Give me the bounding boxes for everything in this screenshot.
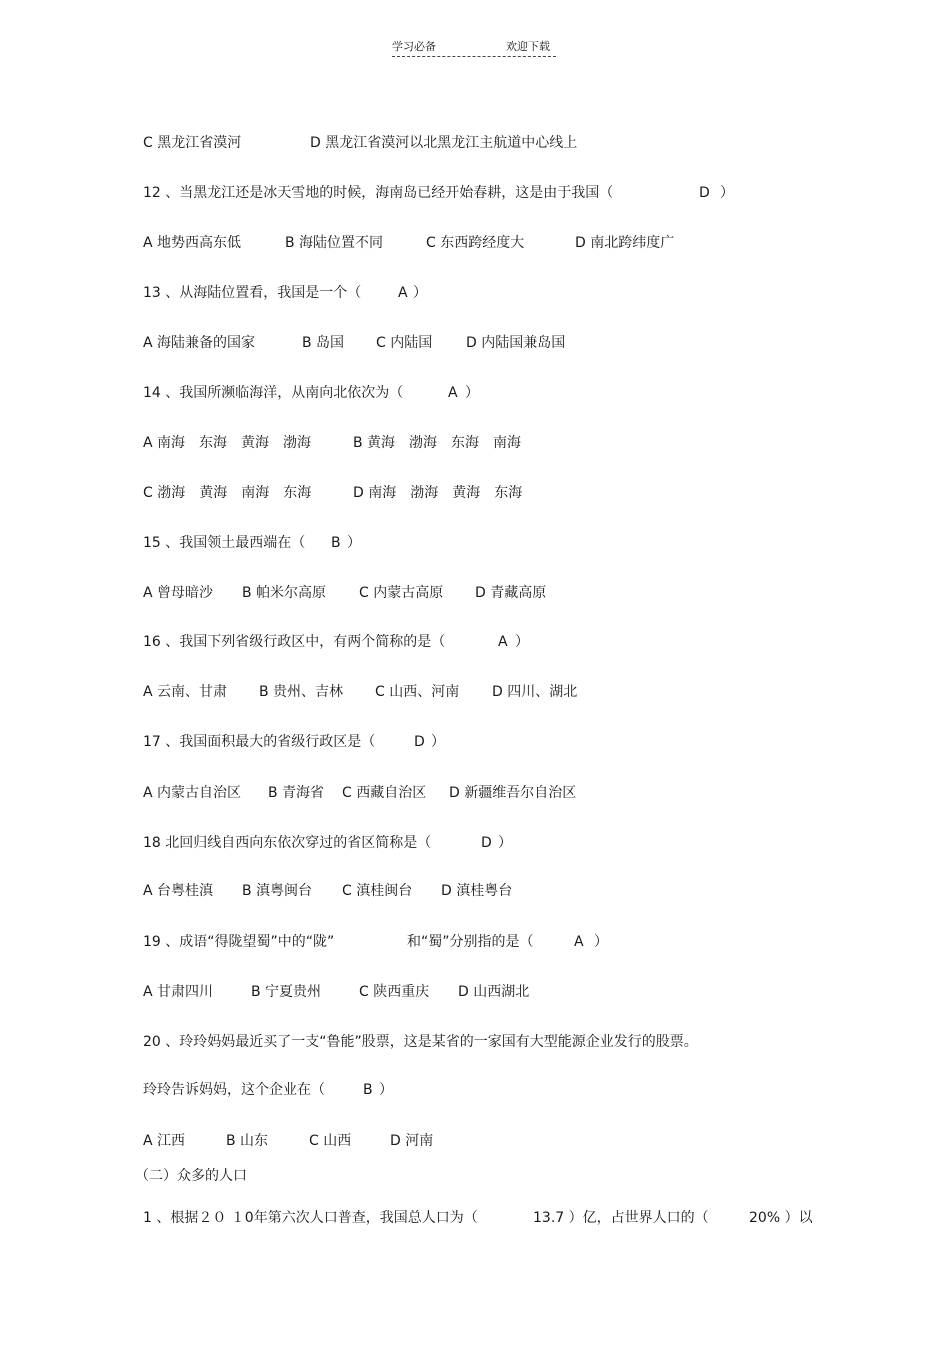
option-b: B 滇粤闽台 (242, 883, 313, 899)
section-heading (135, 1167, 247, 1203)
question-text: 20 、玲玲妈妈最近买了一支“鲁能”股票，这是某省的一家国有大型能源企业发行的股票。 (143, 1034, 698, 1050)
options-line (143, 134, 578, 188)
closing-paren: ） (498, 835, 512, 851)
option-c: C 渤海 黄海 南海 东海 (143, 485, 312, 501)
option-c: C 山西 (309, 1133, 352, 1149)
option-d: D 四川、湖北 (492, 684, 578, 700)
section-title: （二）众多的人口 (135, 1168, 247, 1184)
option-c: C 陕西重庆 (359, 984, 430, 1000)
option-a: A 江西 (143, 1133, 186, 1149)
closing-paren: ） (594, 934, 608, 950)
question-text: 玲玲告诉妈妈，这个企业在（ (143, 1082, 325, 1098)
answer-text: A (448, 385, 458, 401)
option-b: B 帕米尔高原 (242, 585, 327, 601)
answer-text: A (398, 285, 408, 301)
question-text: 13 、从海陆位置看，我国是一个（ (143, 285, 362, 301)
closing-paren: ） (379, 1082, 393, 1098)
option-c: C 山西、河南 (375, 684, 460, 700)
closing-paren: ） (413, 285, 427, 301)
option-c: C 滇桂闽台 (342, 883, 413, 899)
option-d: D 内陆国兼岛国 (466, 335, 566, 351)
answer-text: A (498, 634, 508, 650)
option-d: D 滇桂粤台 (441, 883, 513, 899)
options-line (143, 434, 522, 488)
option-a: A 内蒙古自治区 (143, 785, 242, 801)
closing-paren: ） (431, 734, 445, 750)
question-text: 16 、我国下列省级行政区中，有两个简称的是（ (143, 634, 446, 650)
option-b: B 海陆位置不同 (285, 235, 384, 251)
answer-text: D (481, 835, 492, 851)
option-c: C 黑龙江省漠河 (143, 135, 242, 151)
option-d: D 山西湖北 (458, 984, 530, 1000)
question-text: 1 、根据２０ １0年第六次人口普查，我国总人口为（ (143, 1210, 478, 1226)
header-right-text: 欢迎下载 (506, 40, 550, 53)
option-c: C 内蒙古高原 (359, 585, 444, 601)
question-text-continued: 和“蜀”分别指的是（ (407, 934, 534, 950)
option-b: B 贵州、吉林 (259, 684, 344, 700)
option-b: B 黄海 渤海 东海 南海 (353, 435, 522, 451)
option-a: A 地势西高东低 (143, 235, 242, 251)
page-header (392, 40, 556, 57)
answer-text: A (574, 934, 584, 950)
option-c: C 西藏自治区 (342, 785, 427, 801)
options-line (143, 484, 523, 538)
closing-paren: ） (720, 185, 734, 201)
answer-text: D (414, 734, 425, 750)
option-b: B 山东 (226, 1133, 269, 1149)
question-text: 19 、成语“得陇望蜀”中的“陇” (143, 934, 335, 950)
option-c: C 内陆国 (376, 335, 433, 351)
closing-paren: ） (515, 634, 529, 650)
closing-paren: ） (465, 385, 479, 401)
question-text-end: 20% ）以 (749, 1210, 813, 1226)
option-d: D 青藏高原 (475, 585, 547, 601)
option-d: D 黑龙江省漠河以北黑龙江主航道中心线上 (310, 135, 578, 151)
option-b: B 宁夏贵州 (251, 984, 322, 1000)
option-a: A 海陆兼备的国家 (143, 335, 256, 351)
question-text-continued: 13.7 ）亿，占世界人口的（ (533, 1210, 709, 1226)
option-d: D 南海 渤海 黄海 东海 (353, 485, 523, 501)
option-b: B 岛国 (302, 335, 345, 351)
answer-text: B (331, 535, 341, 551)
question-text: 15 、我国领土最西端在（ (143, 535, 306, 551)
option-b: B 青海省 (268, 785, 325, 801)
question-text: 18 北回归线自西向东依次穿过的省区简称是（ (143, 835, 432, 851)
closing-paren: ） (347, 535, 361, 551)
option-a: A 曾母暗沙 (143, 585, 214, 601)
question-text: 12 、当黑龙江还是冰天雪地的时候，海南岛已经开始春耕，这是由于我国（ (143, 185, 614, 201)
question-1 (143, 1209, 813, 1281)
question-text: 14 、我国所濒临海洋，从南向北依次为（ (143, 385, 404, 401)
option-a: A 台粤桂滇 (143, 883, 214, 899)
question-20 (143, 1033, 698, 1069)
option-d: D 新疆维吾尔自治区 (449, 785, 577, 801)
option-a: A 南海 东海 黄海 渤海 (143, 435, 312, 451)
option-a: A 云南、甘肃 (143, 684, 228, 700)
header-left-text: 学习必备 (392, 40, 436, 53)
option-a: A 甘肃四川 (143, 984, 214, 1000)
question-text: 17 、我国面积最大的省级行政区是（ (143, 734, 376, 750)
option-d: D 南北跨纬度广 (575, 235, 675, 251)
option-c: C 东西跨经度大 (426, 235, 525, 251)
option-d: D 河南 (390, 1133, 434, 1149)
answer-text: B (363, 1082, 373, 1098)
answer-text: D (699, 185, 710, 201)
